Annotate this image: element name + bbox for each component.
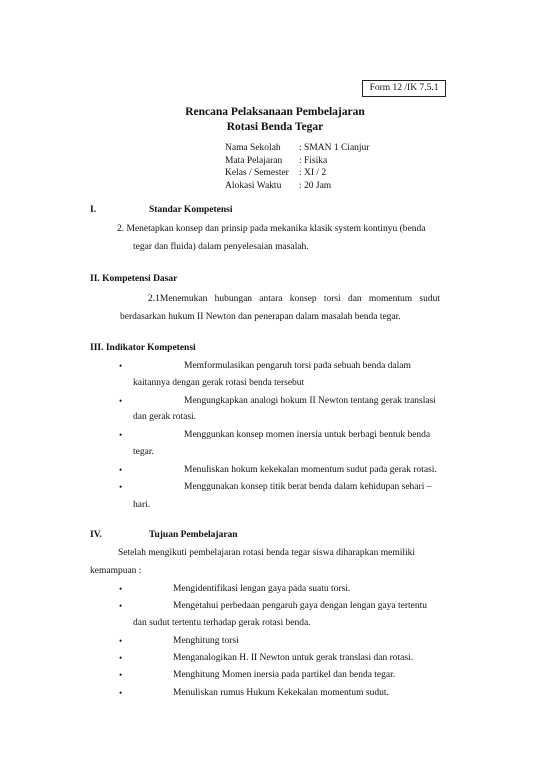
objective-item: Menuliskan rumus Hukum Kekekalan momentum sudut. bbox=[173, 688, 389, 698]
bullet-marker: • bbox=[119, 361, 123, 371]
section-2-line: berdasarkan hukum II Newton dan penerapan dalam masalah benda tegar. bbox=[120, 312, 401, 322]
info-label: Alokasi Waktu bbox=[225, 180, 282, 191]
bullet-marker: • bbox=[119, 636, 123, 646]
section-1-title: Standar Kompetensi bbox=[149, 205, 233, 215]
objective-item: Menghitung Momen inersia pada partikel dan benda tegar. bbox=[173, 670, 396, 680]
indicator-item: Menuliskan hokum kekekalan momentum sudut pada gerak rotasi. bbox=[184, 465, 437, 475]
section-1-line: 2. Menetapkan konsep dan prinsip pada mekanika klasik system kontinyu (benda bbox=[117, 224, 426, 234]
info-label: Mata Pelajaran bbox=[225, 155, 283, 166]
info-row bbox=[225, 167, 369, 180]
bullet-marker: • bbox=[119, 465, 123, 475]
bullet-marker: • bbox=[119, 601, 123, 611]
info-value: : Fisika bbox=[299, 155, 328, 166]
indicator-item-cont: dan gerak rotasi. bbox=[133, 412, 197, 422]
info-row bbox=[225, 180, 369, 193]
section-4-intro: kemampuan : bbox=[90, 566, 142, 576]
section-4-intro: Setelah mengikuti pembelajaran rotasi benda tegar siswa diharapkan memiliki bbox=[118, 548, 416, 558]
info-value: : 20 Jam bbox=[299, 180, 332, 191]
objective-item-cont: dan sudut tertentu terhadap gerak rotasi benda. bbox=[133, 618, 311, 628]
school-info bbox=[225, 142, 369, 192]
info-label: Kelas / Semester bbox=[225, 168, 289, 178]
objective-item: Mengidentifikasi lengan gaya pada suatu torsi. bbox=[173, 584, 351, 594]
section-1-line: tegar dan fluida) dalam penyelesaian masalah. bbox=[133, 242, 309, 252]
document-title: Rencana Pelaksanaan Pembelajaran bbox=[185, 106, 365, 118]
indicator-item: Mengungkapkan analogi hokum II Newton tentang gerak translasi bbox=[184, 396, 436, 406]
bullet-marker: • bbox=[119, 670, 123, 680]
bullet-marker: • bbox=[119, 688, 123, 698]
info-row bbox=[225, 155, 369, 168]
indicator-item-cont: hari. bbox=[133, 500, 151, 510]
objective-item: Menganalogikan H. II Newton untuk gerak translasi dan rotasi. bbox=[173, 653, 414, 663]
info-row bbox=[225, 142, 369, 155]
bullet-marker: • bbox=[119, 653, 123, 663]
section-2-title: II. Kompetensi Dasar bbox=[90, 274, 178, 284]
info-label: Nama Sekolah bbox=[225, 143, 281, 153]
indicator-item: Menggunkan konsep momen inersia untuk berbagi bentuk benda bbox=[184, 430, 431, 440]
bullet-marker: • bbox=[119, 430, 123, 440]
form-code-box: Form 12 /IK 7.5.1 bbox=[362, 80, 446, 97]
info-value: : SMAN 1 Cianjur bbox=[299, 143, 370, 153]
bullet-marker: • bbox=[119, 482, 123, 492]
section-4-number: IV. bbox=[90, 530, 102, 540]
indicator-item: Memformulasikan pengaruh torsi pada sebuah benda dalam bbox=[184, 361, 411, 371]
section-1-number: I. bbox=[90, 205, 97, 215]
indicator-item-cont: tegar. bbox=[133, 447, 154, 457]
objective-item: Mengetahui perbedaan pengaruh gaya dengan lengan gaya tertentu bbox=[173, 601, 428, 611]
objective-item: Menghitung torsi bbox=[173, 636, 239, 646]
section-4-title: Tujuan Pembelajaran bbox=[149, 530, 238, 540]
bullet-marker: • bbox=[119, 396, 123, 406]
info-value: : XI / 2 bbox=[299, 168, 327, 178]
document-subtitle: Rotasi Benda Tegar bbox=[226, 121, 324, 133]
section-3-title: III. Indikator Kompetensi bbox=[90, 343, 196, 353]
indicator-item-cont: kaitannya dengan gerak rotasi benda tersebut bbox=[133, 378, 305, 388]
bullet-marker: • bbox=[119, 584, 123, 594]
indicator-item: Menggunakan konsep titik berat benda dalam kehidupan sehari – bbox=[184, 482, 432, 492]
section-2-line: 2.1Menemukan hubungan antara konsep torsi dan momentum sudut bbox=[148, 294, 440, 304]
